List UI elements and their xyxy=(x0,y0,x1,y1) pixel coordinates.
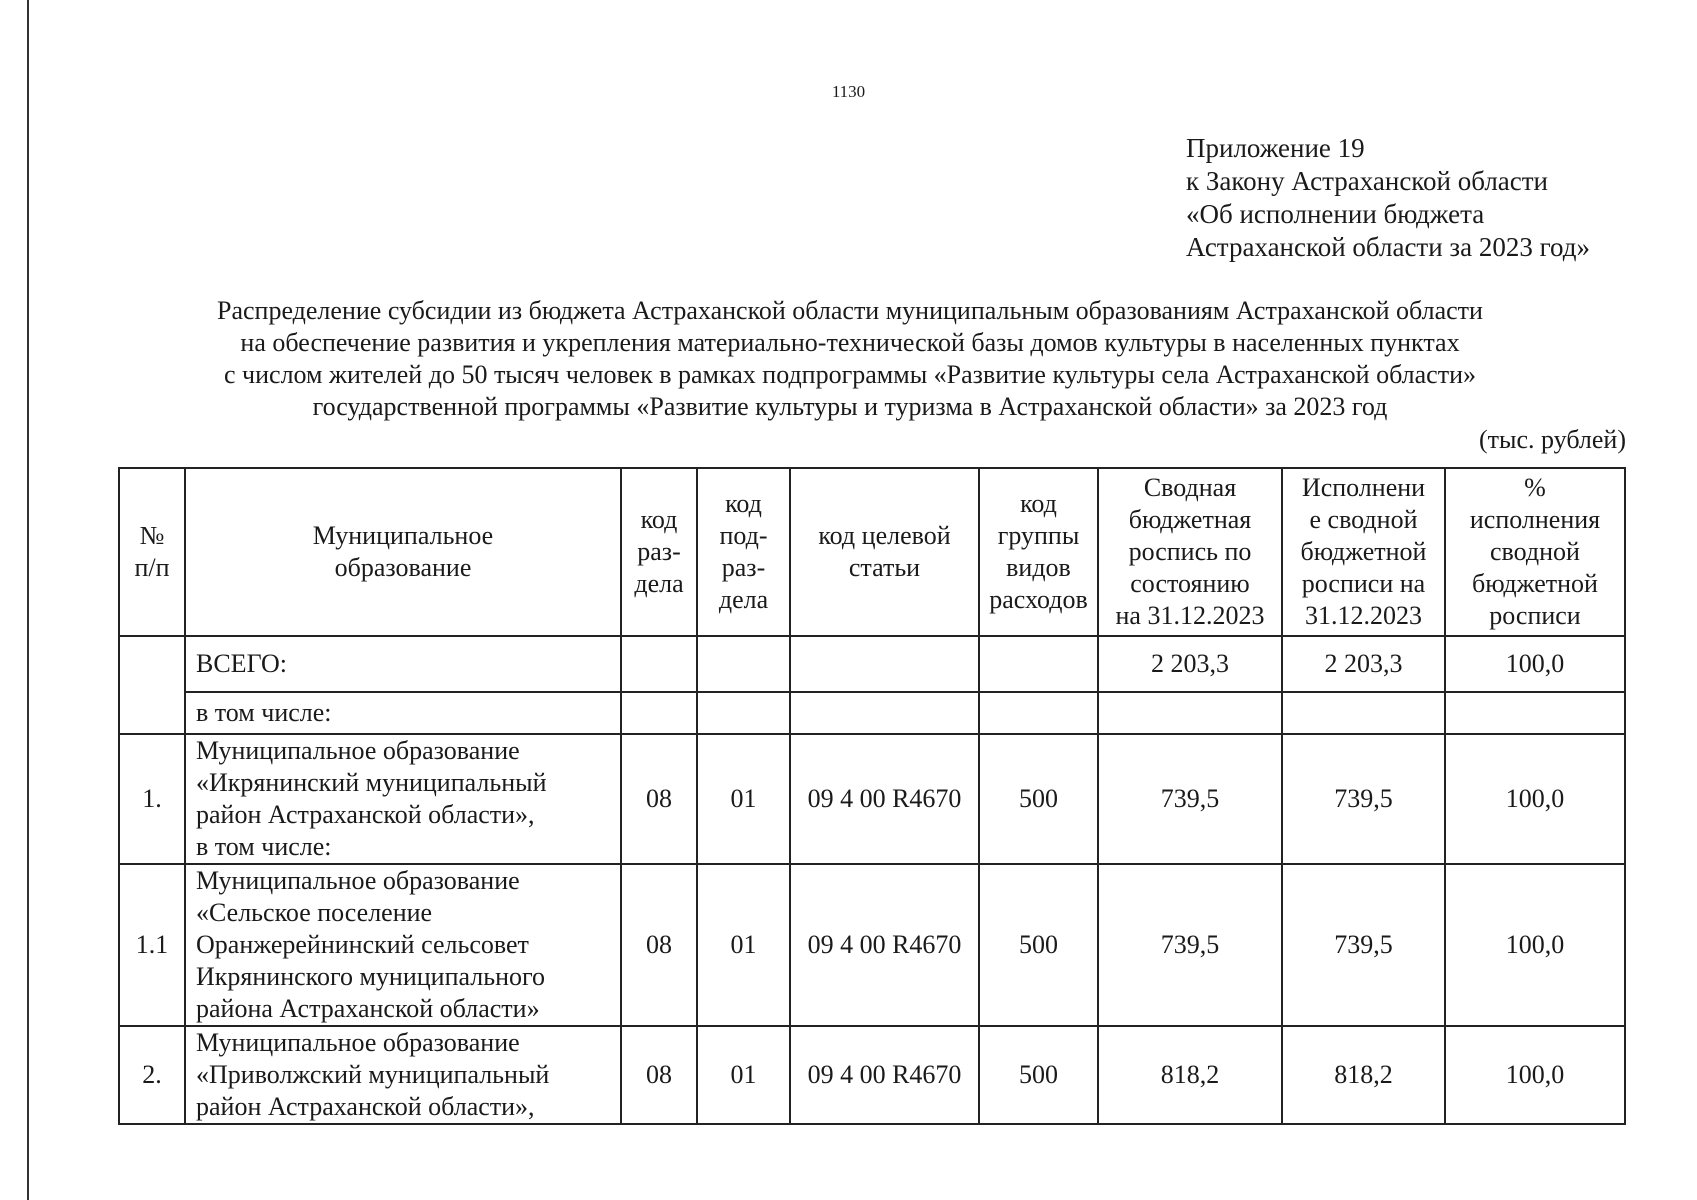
header-expense-group: код группы видов расходов xyxy=(979,468,1098,636)
row-municipality: Муниципальное образование «Икрянинский муниципальный район Астраханской области», в том числе: xyxy=(185,734,621,864)
units-label: (тыс. рублей) xyxy=(1478,425,1626,454)
row-group: 500 xyxy=(979,734,1098,864)
title-line: на обеспечение развития и укрепления материально-технической базы домов культуры в населенных пунктах xyxy=(240,328,1460,357)
table-row xyxy=(119,1026,1625,1124)
subsidy-table xyxy=(118,467,1626,1125)
appendix-line: «Об исполнении бюджета xyxy=(1186,199,1485,229)
row-pct: 100,0 xyxy=(1445,864,1625,1026)
row-plan: 818,2 xyxy=(1098,1026,1282,1124)
title-line: Распределение субсидии из бюджета Астраханской области муниципальным образованиям Астраханской области xyxy=(217,296,1483,325)
row-subsection: 01 xyxy=(697,1026,790,1124)
appendix-reference xyxy=(1186,132,1590,264)
title-line: с числом жителей до 50 тысяч человек в рамках подпрограммы «Развитие культуры села Астраханской области» xyxy=(224,360,1476,389)
row-exec: 818,2 xyxy=(1282,1026,1445,1124)
row-number: 2. xyxy=(119,1026,185,1124)
appendix-line: Астраханской области за 2023 год» xyxy=(1186,232,1590,262)
row-target: 09 4 00 R4670 xyxy=(790,1026,979,1124)
table-row xyxy=(119,734,1625,864)
total-label: ВСЕГО: xyxy=(185,636,621,692)
total-pct: 100,0 xyxy=(1445,636,1625,692)
row-municipality: Муниципальное образование «Сельское поселение Оранжерейнинский сельсовет Икрянинского муниципального района Астраханской области» xyxy=(185,864,621,1026)
row-section: 08 xyxy=(621,734,697,864)
total-number-cell xyxy=(119,636,185,734)
row-municipality: Муниципальное образование «Приволжский муниципальный район Астраханской области», xyxy=(185,1026,621,1124)
header-number: № п/п xyxy=(119,468,185,636)
header-section-code: код раз- дела xyxy=(621,468,697,636)
header-subsection-code: код под- раз- дела xyxy=(697,468,790,636)
header-municipality: Муниципальное образование xyxy=(185,468,621,636)
header-target-code: код целевой статьи xyxy=(790,468,979,636)
row-target: 09 4 00 R4670 xyxy=(790,864,979,1026)
title-line: государственной программы «Развитие культуры и туризма в Астраханской области» за 2023 год xyxy=(312,392,1388,421)
header-budget-plan: Сводная бюджетная роспись по состоянию на 31.12.2023 xyxy=(1098,468,1282,636)
row-group: 500 xyxy=(979,1026,1098,1124)
table-header-row xyxy=(119,468,1625,636)
appendix-line: Приложение 19 xyxy=(1186,133,1365,163)
row-section: 08 xyxy=(621,1026,697,1124)
row-exec: 739,5 xyxy=(1282,864,1445,1026)
row-pct: 100,0 xyxy=(1445,734,1625,864)
header-percent: % исполнения сводной бюджетной росписи xyxy=(1445,468,1625,636)
row-group: 500 xyxy=(979,864,1098,1026)
row-subsection: 01 xyxy=(697,864,790,1026)
row-pct: 100,0 xyxy=(1445,1026,1625,1124)
appendix-line: к Закону Астраханской области xyxy=(1186,166,1549,196)
including-label: в том числе: xyxy=(185,692,621,734)
page-number: 1130 xyxy=(831,82,866,101)
document-title xyxy=(140,295,1560,423)
row-plan: 739,5 xyxy=(1098,734,1282,864)
total-row xyxy=(119,636,1625,692)
table-row xyxy=(119,864,1625,1026)
row-number: 1.1 xyxy=(119,864,185,1026)
header-execution: Исполнени е сводной бюджетной росписи на 31.12.2023 xyxy=(1282,468,1445,636)
total-exec: 2 203,3 xyxy=(1282,636,1445,692)
row-plan: 739,5 xyxy=(1098,864,1282,1026)
row-exec: 739,5 xyxy=(1282,734,1445,864)
row-subsection: 01 xyxy=(697,734,790,864)
including-row xyxy=(119,692,1625,734)
total-plan: 2 203,3 xyxy=(1098,636,1282,692)
row-section: 08 xyxy=(621,864,697,1026)
row-target: 09 4 00 R4670 xyxy=(790,734,979,864)
left-margin-line xyxy=(27,0,29,1200)
row-number: 1. xyxy=(119,734,185,864)
